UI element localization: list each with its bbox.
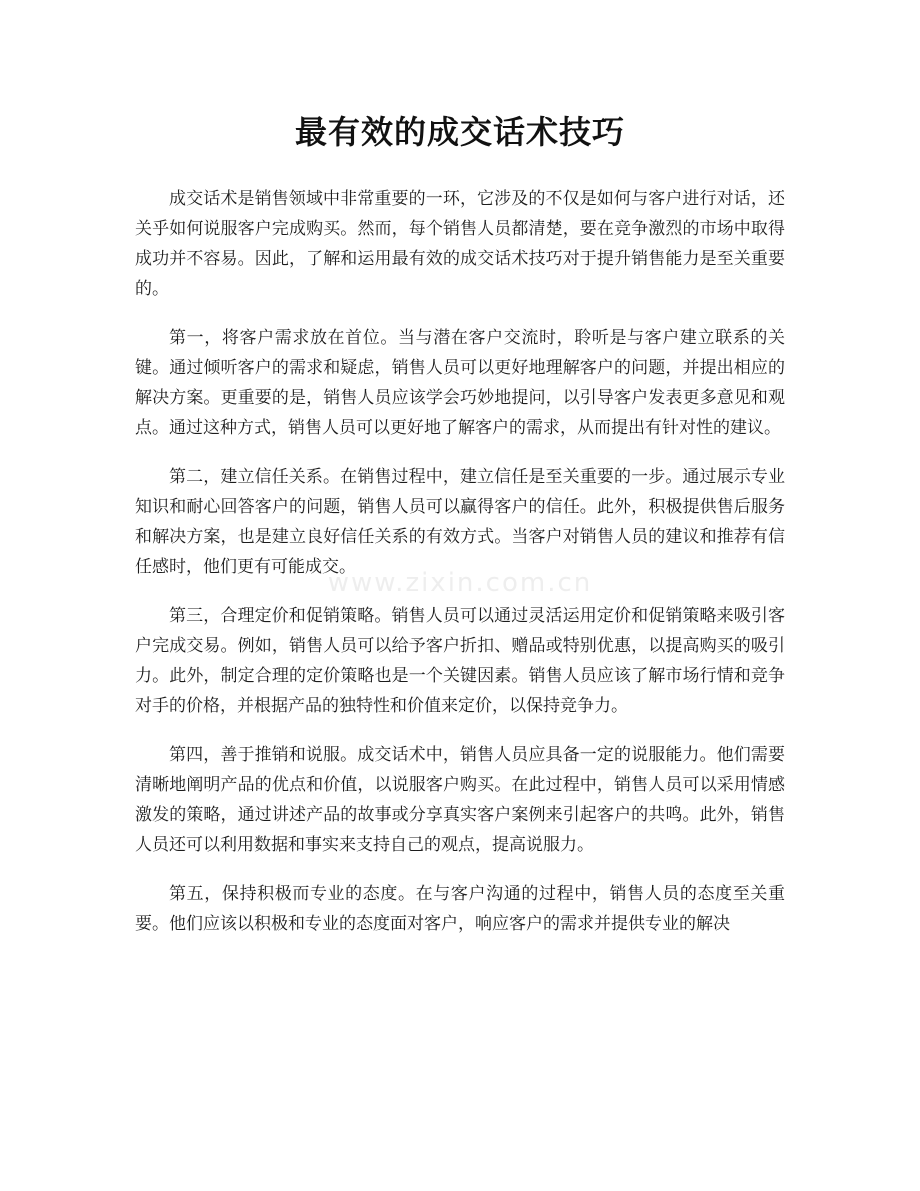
document-title: 最有效的成交话术技巧 <box>294 113 625 151</box>
paragraph-fifth: 第五，保持积极而专业的态度。在与客户沟通的过程中，销售人员的态度至关重要。他们应该以积极和专业的态度面对客户，响应客户的需求并提供专业的解决 <box>135 884 785 934</box>
paragraph-third: 第三，合理定价和促销策略。销售人员可以通过灵活运用定价和促销策略来吸引客户完成交易。例如，销售人员可以给予客户折扣、赠品或特别优惠，以提高购买的吸引力。此外，制定合理的定价策略也是一个关键因素。销售人员应该了解市场行情和竞争对手的价格，并根据产品的独特性和价值来定价，以保持竞争力。 <box>135 606 785 716</box>
document-body <box>135 184 785 958</box>
watermark: www.zixin.com.cn <box>327 568 593 598</box>
paragraph-fourth: 第四，善于推销和说服。成交话术中，销售人员应具备一定的说服能力。他们需要清晰地阐明产品的优点和价值，以说服客户购买。在此过程中，销售人员可以采用情感激发的策略，通过讲述产品的故事或分享真实客户案例来引起客户的共鸣。此外，销售人员还可以利用数据和事实来支持自己的观点，提高说服力。 <box>135 745 785 855</box>
paragraph-intro: 成交话术是销售领域中非常重要的一环，它涉及的不仅是如何与客户进行对话，还关乎如何说服客户完成购买。然而，每个销售人员都清楚，要在竞争激烈的市场中取得成功并不容易。因此，了解和运用最有效的成交话术技巧对于提升销售能力是至关重要的。 <box>135 189 785 299</box>
paragraph-second: 第二，建立信任关系。在销售过程中，建立信任是至关重要的一步。通过展示专业知识和耐心回答客户的问题，销售人员可以赢得客户的信任。此外，积极提供售后服务和解决方案，也是建立良好信任关系的有效方式。当客户对销售人员的建议和推荐有信任感时，他们更有可能成交。 <box>135 467 785 577</box>
paragraph-first: 第一，将客户需求放在首位。当与潜在客户交流时，聆听是与客户建立联系的关键。通过倾听客户的需求和疑虑，销售人员可以更好地理解客户的问题，并提出相应的解决方案。更重要的是，销售人员应该学会巧妙地提问，以引导客户发表更多意见和观点。通过这种方式，销售人员可以更好地了解客户的需求，从而提出有针对性的建议。 <box>135 328 785 438</box>
